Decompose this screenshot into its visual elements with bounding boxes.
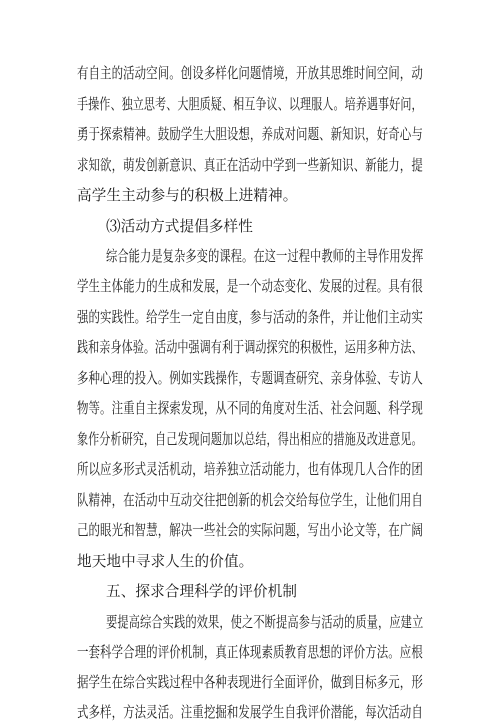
paragraph-line: 所以应多形式灵活机动，培养独立活动能力，也有体现几人合作的团	[77, 461, 423, 478]
section-heading: ⑶活动方式提倡多样性	[106, 218, 253, 235]
paragraph-line: 勇于探索精神。鼓励学生大胆设想，养成对问题、新知识，好奇心与	[77, 126, 423, 143]
paragraph-line: 求知欲，萌发创新意识、真正在活动中学到一些新知识、新能力，提	[77, 157, 423, 174]
paragraph-line: 强的实践性。给学生一定自由度，参与活动的条件，并让他们主动实	[77, 309, 423, 326]
paragraph-line: 象作分析研究，自己发现问题加以总结，得出相应的措施及改进意见。	[77, 431, 423, 448]
paragraph-line: 践和亲身体验。活动中强调有利于调动探究的积极性，运用多种方法、	[77, 339, 423, 356]
paragraph-line: 高学生主动参与的积极上进精神。	[77, 187, 298, 204]
paragraph-line: 己的眼光和智慧，解决一些社会的实际问题，写出小论文等，在广阔	[77, 522, 423, 539]
paragraph-line: 要提高综合实践的效果，使之不断提高参与活动的质量，应建立	[106, 614, 424, 631]
paragraph-line: 手操作、独立思考、大胆质疑、相互争议、以理服人。培养遇事好问，	[77, 96, 423, 113]
paragraph-line: 有自主的活动空间。创设多样化问题情境，开放其思维时间空间，动	[77, 65, 423, 82]
paragraph-line: 多种心理的投入。例如实践操作，专题调查研究、亲身体验、专访人	[77, 370, 423, 387]
paragraph-line: 综合能力是复杂多变的课程。在这一过程中教师的主导作用发挥	[106, 248, 424, 265]
paragraph-line: 一套科学合理的评价机制，真正体现素质教育思想的评价方法。应根	[77, 644, 423, 661]
paragraph-line: 物等。注重自主探索发现，从不同的角度对生活、社会问题、科学现	[77, 400, 423, 417]
section-heading: 五、探求合理科学的评价机制	[106, 583, 298, 600]
paragraph-line: 队精神，在活动中互动交往把创新的机会交给每位学生，让他们用自	[77, 492, 423, 509]
paragraph-line: 式多样，方法灵活。注重挖掘和发展学生自我评价潜能，每次活动自	[77, 704, 423, 721]
paragraph-line: 地天地中寻求人生的价值。	[77, 553, 254, 570]
paragraph-line: 据学生在综合实践过程中各种表现进行全面评价，做到目标多元，形	[77, 674, 423, 691]
paragraph-line: 学生主体能力的生成和发展，是一个动态变化、发展的过程。具有很	[77, 278, 423, 295]
